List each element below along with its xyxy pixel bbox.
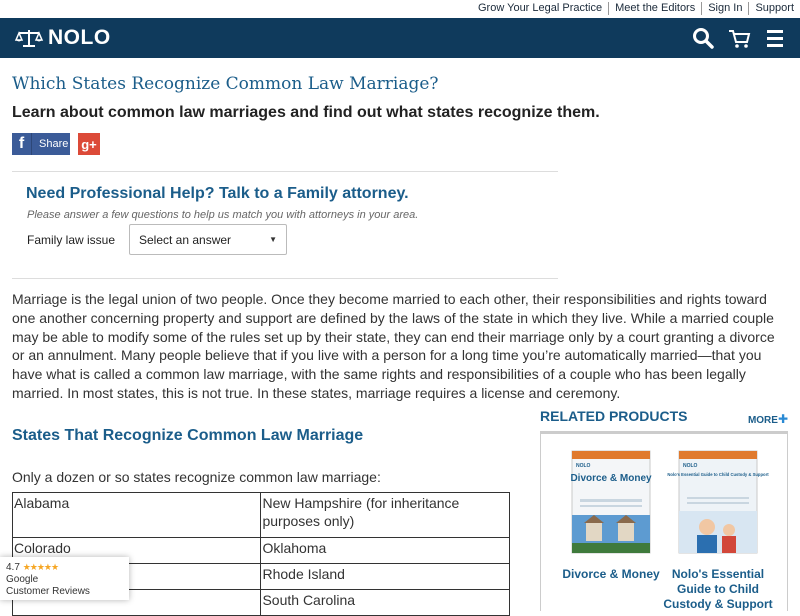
share-label: Share — [39, 138, 69, 150]
more-label: MORE — [747, 415, 778, 426]
article-body: Marriage is the legal union of two people. Once they become married to each other, their responsibilities and rights toward one another concerning property and support are defined by the laws of the state in which they live. While a married couple may be able to modify some of the rules set up by their state, they can end their marriage only by a court granting a divorce or an annulment. Many people believe that if you live with a person for a long time you’re automatically married—that you have what is called a common law marriage, with the same rights and responsibilities of a couple who has been legally married. In most states, this is not true. In these states, marriage requires a license and ceremony. — [12, 291, 775, 401]
table-cell: Rhode Island — [261, 564, 510, 590]
family-law-issue-select[interactable] — [129, 224, 287, 255]
section-title: States That Recognize Common Law Marriage — [12, 427, 364, 444]
cart-icon[interactable] — [728, 27, 750, 49]
child-custody-book-cover[interactable] — [667, 451, 769, 553]
table-cell: Colorado — [13, 538, 261, 564]
main-navbar — [0, 18, 800, 58]
divorce-money-book-title[interactable]: Divorce & Money — [562, 567, 660, 581]
utility-bar — [0, 0, 800, 18]
menu-icon[interactable] — [764, 27, 786, 49]
select-value: Select an answer — [139, 232, 232, 247]
divorce-money-book-cover[interactable] — [572, 451, 650, 553]
related-products-heading: RELATED PRODUCTS — [540, 408, 688, 424]
customer-reviews-label: Customer Reviews — [6, 586, 90, 597]
table-row — [13, 493, 510, 538]
sign-in-link[interactable]: Sign In — [701, 2, 748, 15]
table-cell: South Carolina — [261, 590, 510, 616]
reviews-rating: 4.7 — [6, 562, 20, 573]
search-icon[interactable] — [692, 27, 714, 49]
scales-icon — [16, 28, 42, 48]
help-note: Please answer a few questions to help us match you with attorneys in your area. — [27, 209, 419, 221]
google-plus-icon: g+ — [81, 136, 97, 152]
table-cell: New Hampshire (for inheritance purposes only) — [261, 493, 510, 538]
cover-title: Divorce & Money — [570, 473, 652, 484]
more-link[interactable] — [748, 412, 788, 426]
page-subtitle: Learn about common law marriages and find out what states recognize them. — [12, 104, 600, 121]
cover-publisher: NOLO — [576, 463, 591, 469]
logo-wordmark: NOLO — [48, 26, 111, 49]
page-title: Which States Recognize Common Law Marriage? — [12, 74, 439, 94]
nolo-logo[interactable] — [16, 28, 111, 48]
utility-links — [472, 2, 800, 15]
plus-icon: ✚ — [777, 412, 788, 426]
cover-title: Nolo's Essential Guide to Child Custody & Support — [667, 472, 769, 477]
cover-publisher: NOLO — [683, 463, 698, 469]
section-intro: Only a dozen or so states recognize common law marriage: — [12, 469, 381, 485]
facebook-icon: f — [12, 133, 32, 155]
rating-stars-icon: ★★★★★ — [22, 562, 59, 572]
related-products-box — [540, 431, 788, 611]
attorney-help-box — [12, 171, 558, 279]
google-brand: Google — [6, 574, 39, 585]
grow-practice-link[interactable]: Grow Your Legal Practice — [477, 2, 603, 14]
nav-icons — [678, 27, 786, 49]
family-law-issue-label: Family law issue — [27, 233, 116, 247]
dropdown-arrow-icon: ▼ — [269, 235, 277, 244]
table-cell: Alabama — [13, 493, 261, 538]
google-plus-share-button[interactable] — [78, 133, 100, 155]
child-custody-book-title[interactable]: Nolo's Essential Guide to Child Custody & Support — [663, 567, 773, 611]
support-link[interactable]: Support — [748, 2, 800, 15]
help-title: Need Professional Help? Talk to a Family attorney. — [26, 185, 409, 202]
facebook-share-button[interactable] — [12, 133, 70, 155]
google-reviews-badge[interactable] — [0, 557, 129, 600]
table-cell: Oklahoma — [261, 538, 510, 564]
meet-editors-link[interactable]: Meet the Editors — [608, 2, 701, 15]
